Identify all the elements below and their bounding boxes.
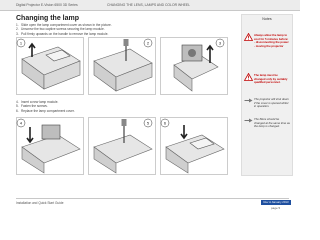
footer-revision-badge: Rev A January 2013	[261, 200, 291, 205]
notes-title: Notes	[262, 17, 272, 21]
figure-5-fasten-screws	[88, 117, 156, 175]
figure-3-remove-module	[160, 37, 228, 95]
svg-text:6: 6	[163, 120, 167, 126]
footer-guide-title: Installation and Quick Start Guide	[16, 201, 64, 205]
footer-page-number: page 5	[271, 206, 281, 210]
figure-2-unscrew	[88, 37, 156, 95]
warning-icon	[244, 73, 253, 81]
step-1: 1. Slide open the lamp compartment cover as shown in the picture.	[16, 23, 112, 27]
svg-text:4: 4	[19, 120, 23, 126]
pointing-hand-icon	[244, 97, 253, 104]
svg-text:2: 2	[146, 40, 150, 46]
step-6: 6. Replace the lamp compartment cover.	[16, 108, 75, 113]
pointing-hand-icon	[244, 117, 253, 124]
page-title: Changing the lamp	[16, 15, 79, 22]
warning-icon	[244, 33, 253, 41]
header-brand: Digital Projector E-Vision 6500 3D Series	[16, 2, 78, 7]
footer-divider	[16, 198, 289, 199]
svg-text:5: 5	[146, 120, 150, 126]
figure-6-replace-cover	[160, 117, 228, 175]
notes-panel: Notes Always allow the lamp to cool for 5 minutes before: - disconnecting the power - moving the projector The lamp must be changed only by suitably qualified personnel. The projector will shut down if the cover is opened whilst in operation. The filters should be changed at the same time as the lamp is changed.	[241, 14, 293, 176]
steps-list-second	[16, 100, 75, 113]
page-header	[0, 0, 300, 11]
svg-text:3: 3	[218, 40, 222, 46]
step-3: 3. Pull firmly upwards on the handle to remove the lamp module.	[16, 31, 109, 36]
header-section: CHANGING THE LENS, LAMPS AND COLOR WHEEL	[107, 2, 191, 7]
step-2: 2. Unscrew the two captive screws securing the lamp module.	[16, 27, 105, 32]
step-4: 4. Insert a new lamp module.	[16, 100, 59, 104]
steps-list-first	[16, 23, 112, 36]
step-5: 5. Fasten the screws.	[16, 104, 48, 109]
figure-1-open-cover	[16, 37, 84, 95]
figure-4-insert-module	[16, 117, 84, 175]
svg-text:1: 1	[19, 40, 23, 46]
